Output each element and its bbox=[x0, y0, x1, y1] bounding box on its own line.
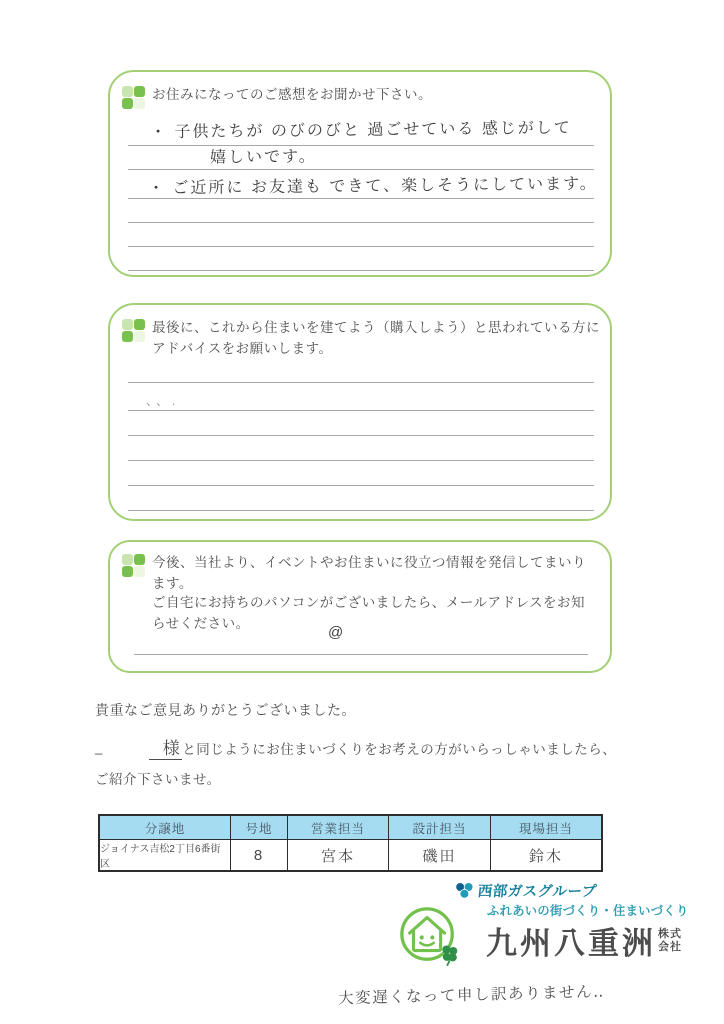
staff-table bbox=[98, 814, 603, 872]
advice-section bbox=[108, 303, 612, 521]
cell-sales: 宮本 bbox=[288, 840, 389, 870]
seibu-gas-group-name: 西部ガスグループ bbox=[477, 884, 598, 900]
thanks-text: 貴重なご意見ありがとうございました。 bbox=[95, 702, 356, 718]
handwriting-line: ・ ご近所に お友達も できて、楽しそうにしています。 bbox=[147, 175, 598, 198]
ruled-line bbox=[128, 246, 594, 247]
staff-table-header-row bbox=[100, 816, 601, 840]
company-logotype bbox=[486, 918, 682, 963]
ruled-line bbox=[128, 382, 594, 383]
section-bullet-icon bbox=[122, 86, 146, 110]
email-write-line bbox=[134, 654, 588, 655]
cell-subdivision: ジョイナス吉松2丁目6番街区 bbox=[100, 840, 231, 870]
ruled-line bbox=[128, 145, 594, 146]
email-at-symbol: @ bbox=[328, 624, 344, 641]
ruled-line bbox=[128, 198, 594, 199]
company-suffix-top: 株式 bbox=[658, 927, 682, 940]
ruled-line bbox=[128, 460, 594, 461]
impressions-title: お住みになってのご感想をお聞かせ下さい。 bbox=[152, 87, 432, 102]
impressions-section bbox=[108, 70, 612, 277]
header-cell-site: 現場担当 bbox=[491, 816, 601, 840]
cell-design: 磯田 bbox=[389, 840, 491, 870]
header-cell-lot: 号地 bbox=[231, 816, 288, 840]
company-name: 九州八重洲 bbox=[486, 926, 656, 961]
ruled-line bbox=[128, 410, 594, 411]
section-bullet-icon bbox=[122, 554, 146, 578]
seibu-gas-circles-icon bbox=[455, 882, 474, 899]
company-tagline: ふれあいの街づくり・住まいづくり bbox=[487, 904, 689, 918]
ruled-line bbox=[128, 270, 594, 271]
company-suffix-bottom: 会社 bbox=[658, 940, 682, 953]
header-cell-sales: 営業担当 bbox=[288, 816, 389, 840]
referral-name-suffix: 様 bbox=[162, 739, 181, 758]
email-info-line2: ご自宅にお持ちのパソコンがございましたら、メールアドレスをお知らせください。 bbox=[152, 595, 586, 631]
referral-underscore: _ bbox=[95, 740, 103, 755]
email-info-line1: 今後、当社より、イベントやお住まいに役立つ情報を発信してまいります。 bbox=[152, 555, 586, 591]
section-bullet-icon bbox=[122, 319, 146, 343]
referral-sentence: と同じようにお住まいづくりをお考えの方がいらっしゃいましたら、 bbox=[182, 742, 617, 757]
header-cell-design: 設計担当 bbox=[389, 816, 491, 840]
staff-table-data-row bbox=[100, 840, 601, 870]
seibu-gas-group-logo bbox=[455, 880, 597, 901]
cell-site: 鈴木 bbox=[528, 847, 563, 865]
handwriting-line: 、、. bbox=[145, 393, 180, 409]
handwriting-line: ・ 子供たちが のびのびと 過ごせている 感じがして bbox=[149, 119, 572, 142]
ruled-line bbox=[128, 222, 594, 223]
referral-text bbox=[95, 738, 616, 760]
ruled-line bbox=[128, 435, 594, 436]
ruled-line bbox=[128, 169, 594, 170]
email-section bbox=[108, 540, 612, 673]
header-cell-subdivision: 分譲地 bbox=[100, 816, 231, 840]
advice-title: 最後に、これから住まいを建てよう（購入しよう）と思われている方にアドバイスをお願いします。 bbox=[152, 320, 600, 356]
referral-name-blank bbox=[149, 740, 183, 760]
handwritten-apology-note: 大変遅くなって申し訳ありません‥ bbox=[337, 983, 606, 1008]
cell-lot: 8 bbox=[231, 840, 288, 870]
referral-line2: ご紹介下さいませ。 bbox=[95, 772, 221, 787]
company-suffix bbox=[658, 928, 682, 953]
ruled-line bbox=[128, 510, 594, 511]
company-mascot-icon bbox=[398, 905, 460, 972]
handwriting-line: 嬉しいです。 bbox=[209, 148, 317, 167]
ruled-line bbox=[128, 485, 594, 486]
